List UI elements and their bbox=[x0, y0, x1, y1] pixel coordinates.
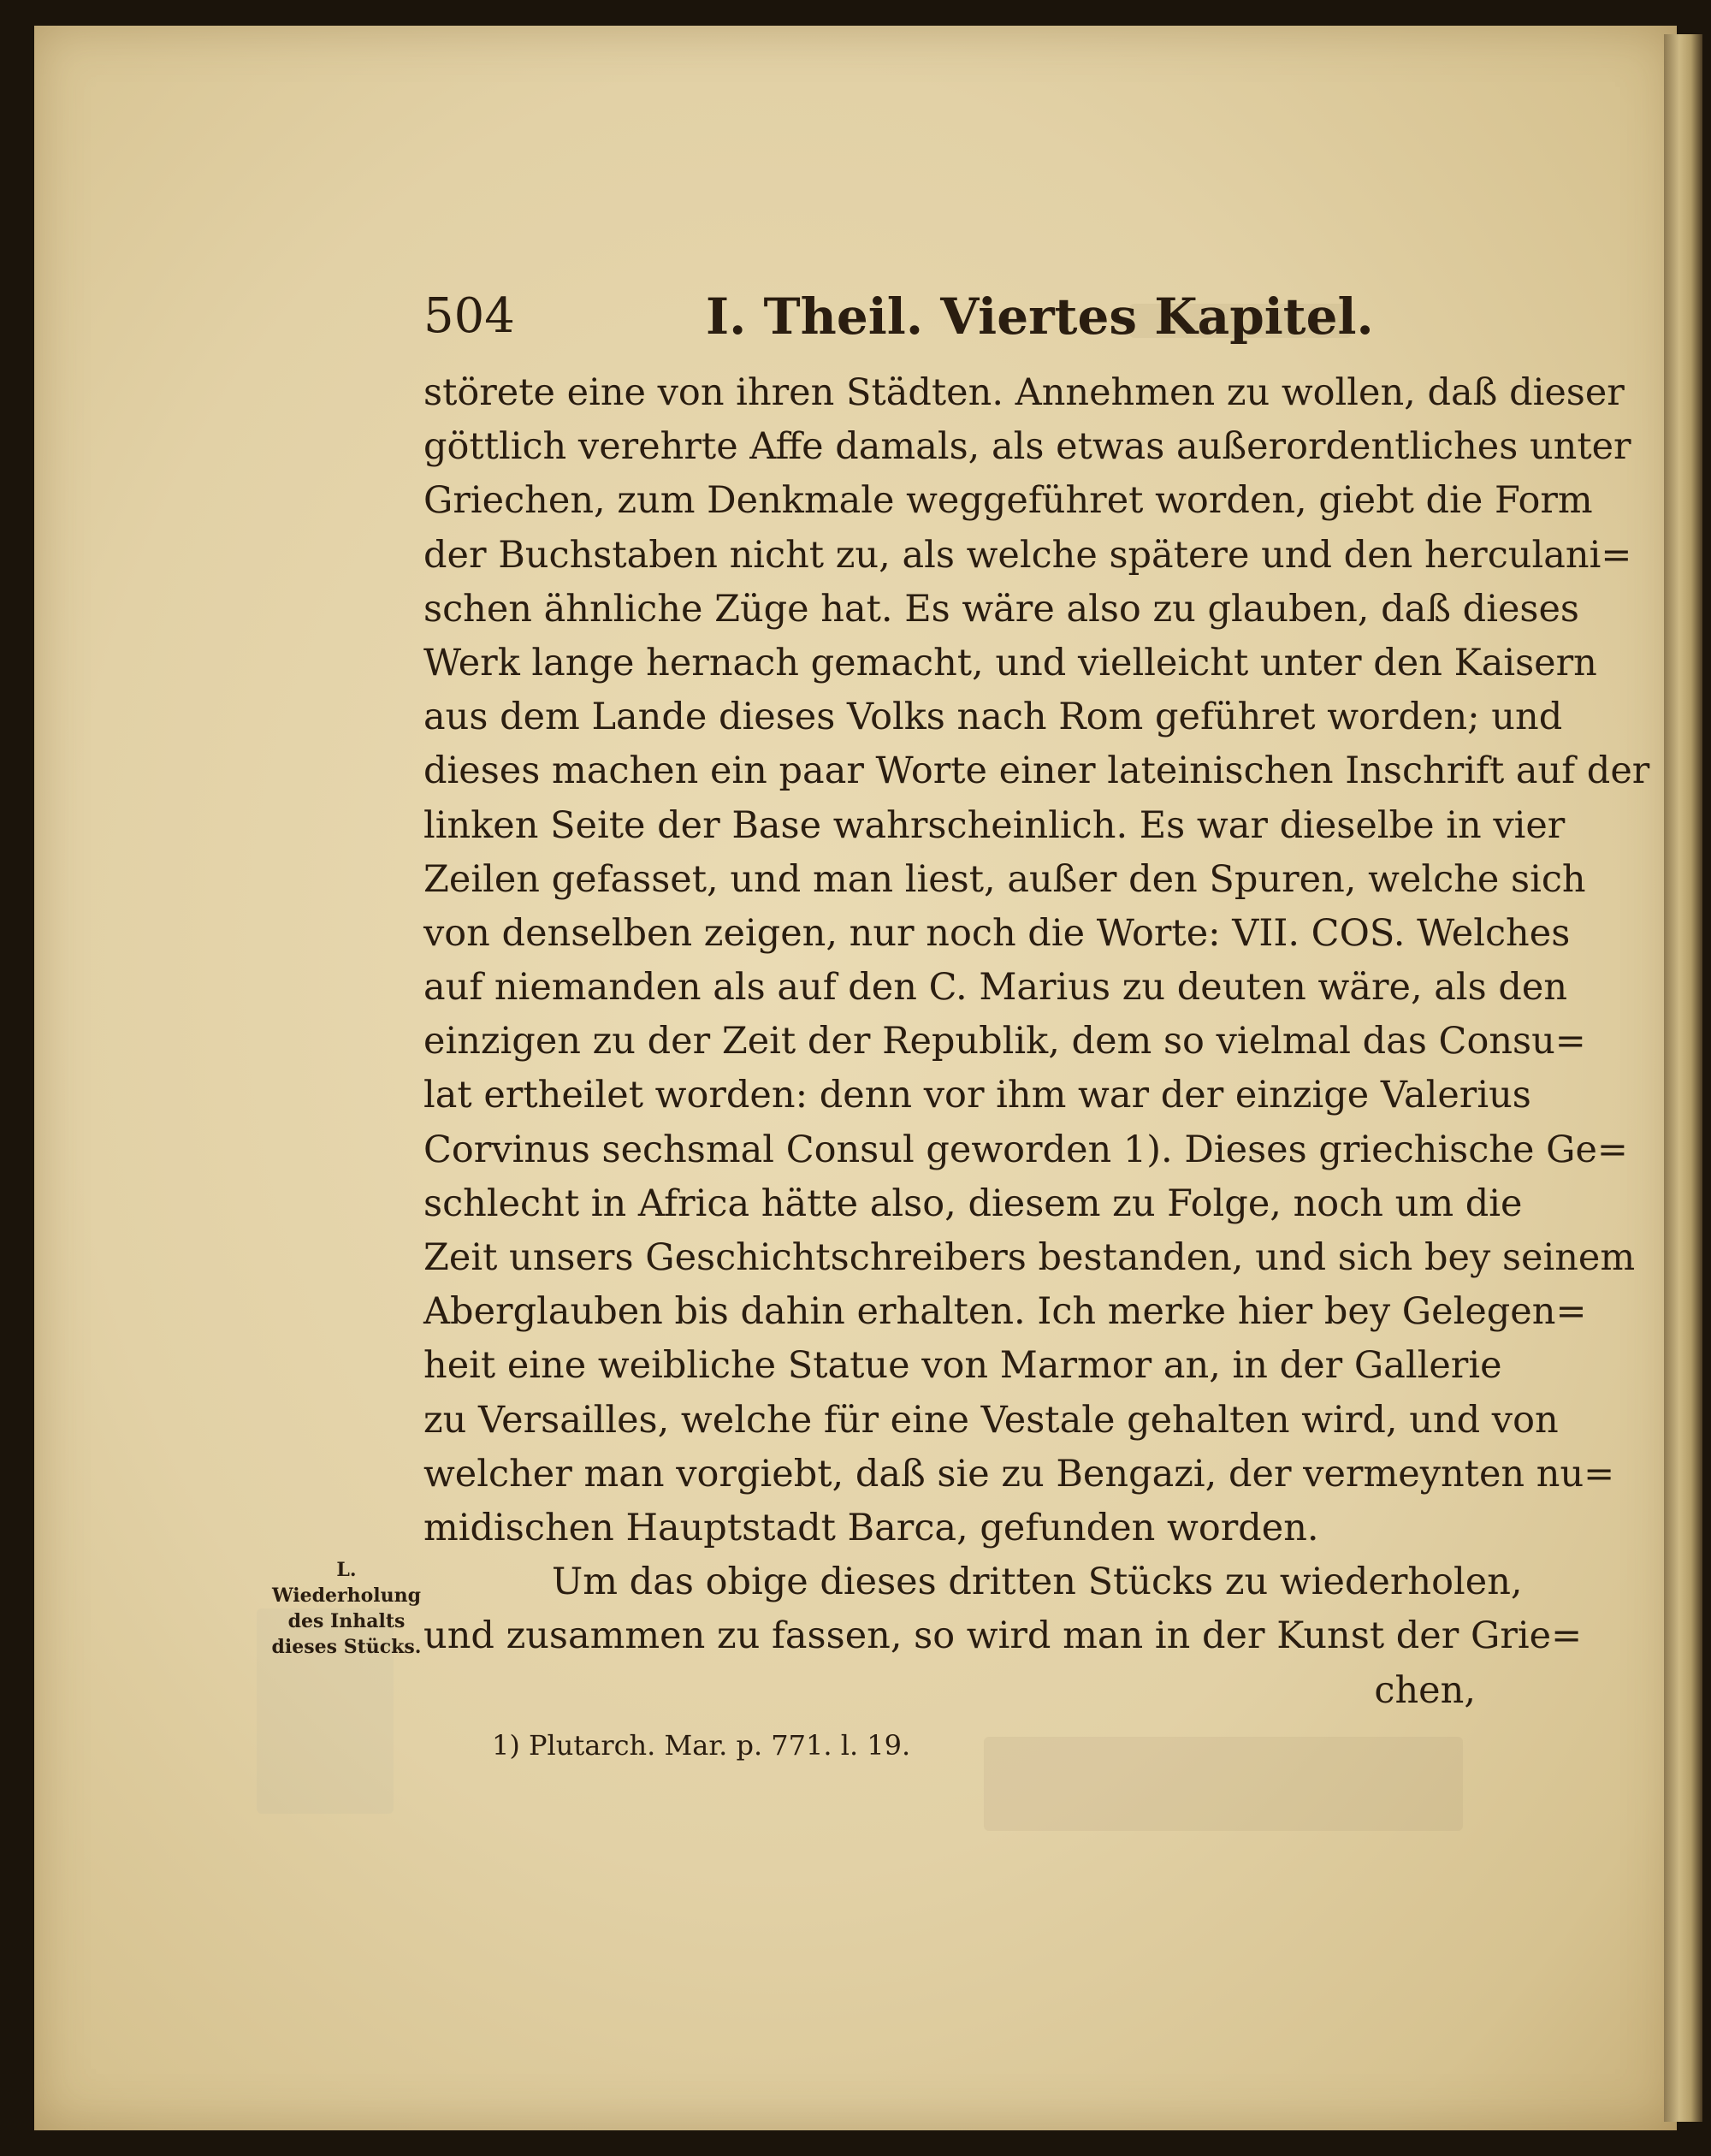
text-line: schen ähnliche Züge hat. Es wäre also zu glauben, daß dieses bbox=[423, 587, 1579, 631]
text-line: linken Seite der Base wahrscheinlich. Es war dieselbe in vier bbox=[423, 803, 1566, 847]
text-line: und zusammen zu fassen, so wird man in der Kunst der Grie= bbox=[423, 1614, 1583, 1658]
text-line: lat ertheilet worden: denn vor ihm war der einzige Valerius bbox=[423, 1074, 1531, 1117]
text-line: Zeilen gefasset, und man liest, außer den Spuren, welche sich bbox=[423, 857, 1586, 901]
text-line: Corvinus sechsmal Consul geworden 1). Dieses griechische Ge= bbox=[423, 1128, 1628, 1171]
text-line: schlecht in Africa hätte also, diesem zu Folge, noch um die bbox=[423, 1182, 1523, 1225]
margin-note-line: L. bbox=[336, 1559, 357, 1581]
margin-note-line: dieses Stücks. bbox=[271, 1636, 422, 1658]
body-text bbox=[423, 366, 1650, 1718]
page-header bbox=[423, 282, 1476, 351]
text-line: aus dem Lande dieses Volks nach Rom geführet worden; und bbox=[423, 696, 1563, 739]
text-line: heit eine weibliche Statue von Marmor an, in der Gallerie bbox=[423, 1344, 1502, 1388]
page-number: 504 bbox=[423, 288, 515, 344]
text-line: midischen Hauptstadt Barca, gefunden worden. bbox=[423, 1506, 1319, 1549]
text-line: zu Versailles, welche für eine Vestale gehalten wird, und von bbox=[423, 1398, 1559, 1442]
text-line: störete eine von ihren Städten. Annehmen zu wollen, daß dieser bbox=[423, 371, 1625, 414]
text-line: der Buchstaben nicht zu, als welche spätere und den herculani= bbox=[423, 533, 1632, 577]
text-line: Zeit unsers Geschichtschreibers bestanden, und sich bey seinem bbox=[423, 1236, 1636, 1279]
text-line: dieses machen ein paar Worte einer lateinischen Inschrift auf der bbox=[423, 749, 1650, 793]
catchword: chen, bbox=[1374, 1668, 1476, 1712]
text-line: auf niemanden als auf den C. Marius zu deuten wäre, als den bbox=[423, 966, 1568, 1010]
text-line: von denselben zeigen, nur noch die Worte: VII. COS. Welches bbox=[423, 911, 1571, 955]
running-title: I. Theil. Viertes Kapitel. bbox=[706, 287, 1374, 346]
facing-page-edge bbox=[1664, 34, 1702, 2122]
footnote: 1) Plutarch. Mar. p. 771. l. 19. bbox=[492, 1729, 911, 1762]
margin-note bbox=[269, 1557, 423, 1660]
margin-note-line: des Inhalts bbox=[287, 1610, 406, 1632]
text-line: göttlich verehrte Affe damals, als etwas außerordentliches unter bbox=[423, 425, 1631, 469]
margin-note-line: Wiederholung bbox=[271, 1584, 422, 1607]
text-line: Aberglauben bis dahin erhalten. Ich merke hier bey Gelegen= bbox=[423, 1290, 1587, 1334]
text-line: einzigen zu der Zeit der Republik, dem so vielmal das Consu= bbox=[423, 1020, 1586, 1063]
text-line: welcher man vorgiebt, daß sie zu Bengazi, der vermeynten nu= bbox=[423, 1452, 1615, 1496]
text-line: Griechen, zum Denkmale weggeführet worden, giebt die Form bbox=[423, 479, 1593, 523]
text-line: Um das obige dieses dritten Stücks zu wiederholen, bbox=[552, 1561, 1523, 1604]
text-line: Werk lange hernach gemacht, und vielleicht unter den Kaisern bbox=[423, 641, 1597, 684]
bleed-through-footnotes bbox=[984, 1737, 1463, 1831]
